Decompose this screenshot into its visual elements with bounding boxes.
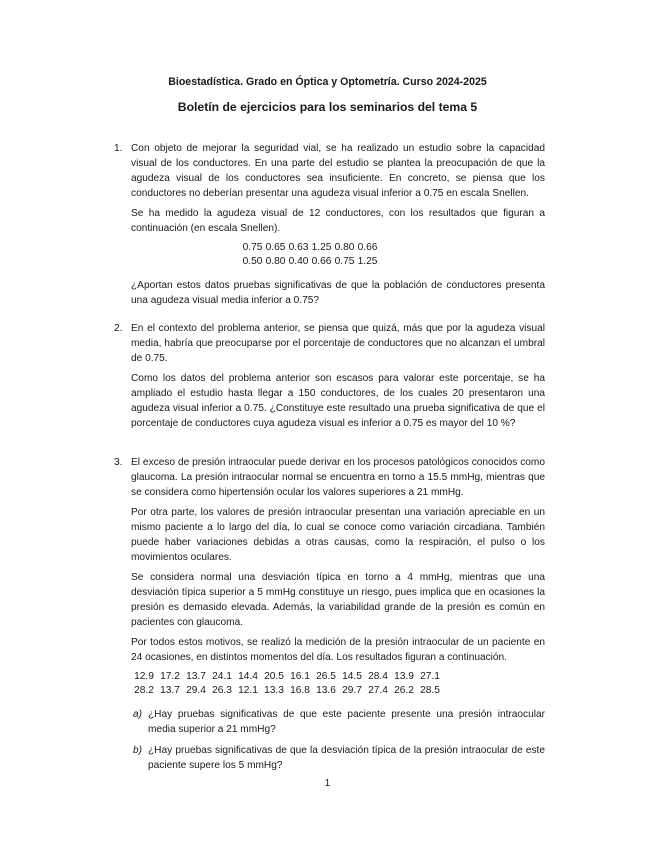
table-cell: 0.63 bbox=[288, 242, 309, 253]
table-cell: 17.2 bbox=[160, 671, 180, 682]
table-cell: 16.1 bbox=[290, 671, 310, 682]
table-cell: 28.2 bbox=[134, 685, 154, 696]
table-cell: 12.1 bbox=[238, 685, 258, 696]
table-cell: 0.66 bbox=[357, 242, 378, 253]
table-cell: 13.3 bbox=[264, 685, 284, 696]
page-number: 1 bbox=[324, 778, 331, 789]
exercise-paragraph: Por todos estos motivos, se realizó la medición de la presión intraocular de un paciente en 24 ocasiones, en distintos momentos del día. Los resultados figuran a continuación. bbox=[131, 637, 545, 663]
table-cell: 0.80 bbox=[265, 256, 286, 267]
table-cell: 1.25 bbox=[357, 256, 378, 267]
table-cell: 1.25 bbox=[311, 242, 332, 253]
table-cell: 12.9 bbox=[134, 671, 154, 682]
exercise-paragraph: Como los datos del problema anterior son escasos para valorar este porcentaje, se ha ampliado el estudio hasta llegar a 150 conductores, de los cuales 20 presentaron una agudeza visual inferior a 0.75. ¿Constituye este resultado una prueba significativa de que el porcentaje de conductores cuya agudeza visual es inferior a 0.75 es mayor del 10 %? bbox=[131, 373, 545, 429]
table-cell: 0.66 bbox=[311, 256, 332, 267]
table-row bbox=[131, 684, 443, 698]
table-cell: 0.40 bbox=[288, 256, 309, 267]
course-line: Bioestadística. Grado en Óptica y Optometría. Curso 2024-2025 bbox=[168, 76, 487, 88]
exercise-paragraph: Se considera normal una desviación típica en torno a 4 mmHg, mientras que una desviación típica superior a 5 mmHg constituye un riesgo, pues implica que en ocasiones la presión es demasido elevada. Además, la variabilidad grande de la presión es común en pacientes con glaucoma. bbox=[131, 572, 545, 628]
table-cell: 13.6 bbox=[316, 685, 336, 696]
subquestion-label: b) bbox=[133, 745, 143, 756]
exercise-1 bbox=[114, 141, 544, 313]
table-cell: 14.5 bbox=[342, 671, 362, 682]
table-cell: 16.8 bbox=[290, 685, 310, 696]
table-cell: 20.5 bbox=[264, 671, 284, 682]
table-cell: 0.75 bbox=[242, 242, 263, 253]
exercise-number: 3. bbox=[114, 457, 123, 468]
subquestion-text: ¿Hay pruebas significativas de que este paciente presente una presión intraocular media superior a 21 mmHg? bbox=[148, 709, 545, 735]
table-cell: 13.7 bbox=[186, 671, 206, 682]
pressure-data-table bbox=[131, 670, 443, 698]
table-cell: 14.4 bbox=[238, 671, 258, 682]
table-cell: 28.4 bbox=[368, 671, 388, 682]
table-cell: 0.80 bbox=[334, 242, 355, 253]
table-cell: 27.1 bbox=[420, 671, 440, 682]
exercise-2 bbox=[114, 321, 544, 436]
table-cell: 24.1 bbox=[212, 671, 232, 682]
exercise-number: 2. bbox=[114, 323, 123, 334]
table-cell: 27.4 bbox=[368, 685, 388, 696]
subquestion-text: ¿Hay pruebas significativas de que la desviación típica de la presión intraocular de este paciente supere los 5 mmHg? bbox=[148, 745, 545, 771]
exercise-question: ¿Aportan estos datos pruebas significativas de que la población de conductores presenta una agudeza visual media inferior a 0.75? bbox=[131, 280, 545, 306]
exercise-paragraph: En el contexto del problema anterior, se piensa que quizá, más que por la agudeza visual media, habría que preocuparse por el porcentaje de conductores que no alcanzan el umbral de 0.75. bbox=[131, 323, 545, 364]
subquestion-a bbox=[131, 707, 545, 737]
table-cell: 26.5 bbox=[316, 671, 336, 682]
exercise-paragraph: Con objeto de mejorar la seguridad vial, se ha realizado un estudio sobre la capacidad visual de los conductores. En una parte del estudio se plantea la preocupación de que la agudeza visual de los conductores sea insuficiente. En concreto, se piensa que los conductores no deberían presentar una agudeza visual inferior a 0.75 en escala Snellen. bbox=[131, 143, 545, 199]
table-cell: 0.50 bbox=[242, 256, 263, 267]
table-cell: 26.3 bbox=[212, 685, 232, 696]
table-cell: 29.4 bbox=[186, 685, 206, 696]
table-cell: 29.7 bbox=[342, 685, 362, 696]
table-cell: 13.9 bbox=[394, 671, 414, 682]
exercise-paragraph: Se ha medido la agudeza visual de 12 conductores, con los resultados que figuran a continuación (en escala Snellen). bbox=[131, 208, 545, 234]
table-cell: 13.7 bbox=[160, 685, 180, 696]
bulletin-title: Boletín de ejercicios para los seminarios del tema 5 bbox=[177, 100, 478, 114]
exercise-number: 1. bbox=[114, 143, 123, 154]
exercise-paragraph: Por otra parte, los valores de presión intraocular presentan una variación apreciable en un mismo paciente a lo largo del día, lo cual se conoce como variación circadiana. También puede haber variaciones debidas a otras causas, como la respiración, el pulso o los movimientos oculares. bbox=[131, 507, 545, 563]
subquestion-label: a) bbox=[133, 709, 143, 720]
table-row bbox=[131, 670, 443, 684]
exercise-paragraph: El exceso de presión intraocular puede derivar en los procesos patológicos conocidos como glaucoma. La presión intraocular normal se encuentra en torno a 15.5 mmHg, mientras que se considera como hipertensión ocular los valores superiores a 21 mmHg. bbox=[131, 457, 545, 498]
subquestion-b bbox=[131, 743, 545, 773]
exercise-body bbox=[131, 141, 545, 308]
table-row bbox=[241, 255, 379, 269]
table-cell: 0.65 bbox=[265, 242, 286, 253]
acuity-data-table bbox=[241, 241, 379, 269]
table-cell: 0.75 bbox=[334, 256, 355, 267]
table-row bbox=[241, 241, 379, 255]
exercise-body bbox=[131, 321, 545, 431]
table-cell: 28.5 bbox=[420, 685, 440, 696]
exercise-body bbox=[131, 455, 545, 773]
table-cell: 26.2 bbox=[394, 685, 414, 696]
exercise-3 bbox=[114, 455, 544, 779]
